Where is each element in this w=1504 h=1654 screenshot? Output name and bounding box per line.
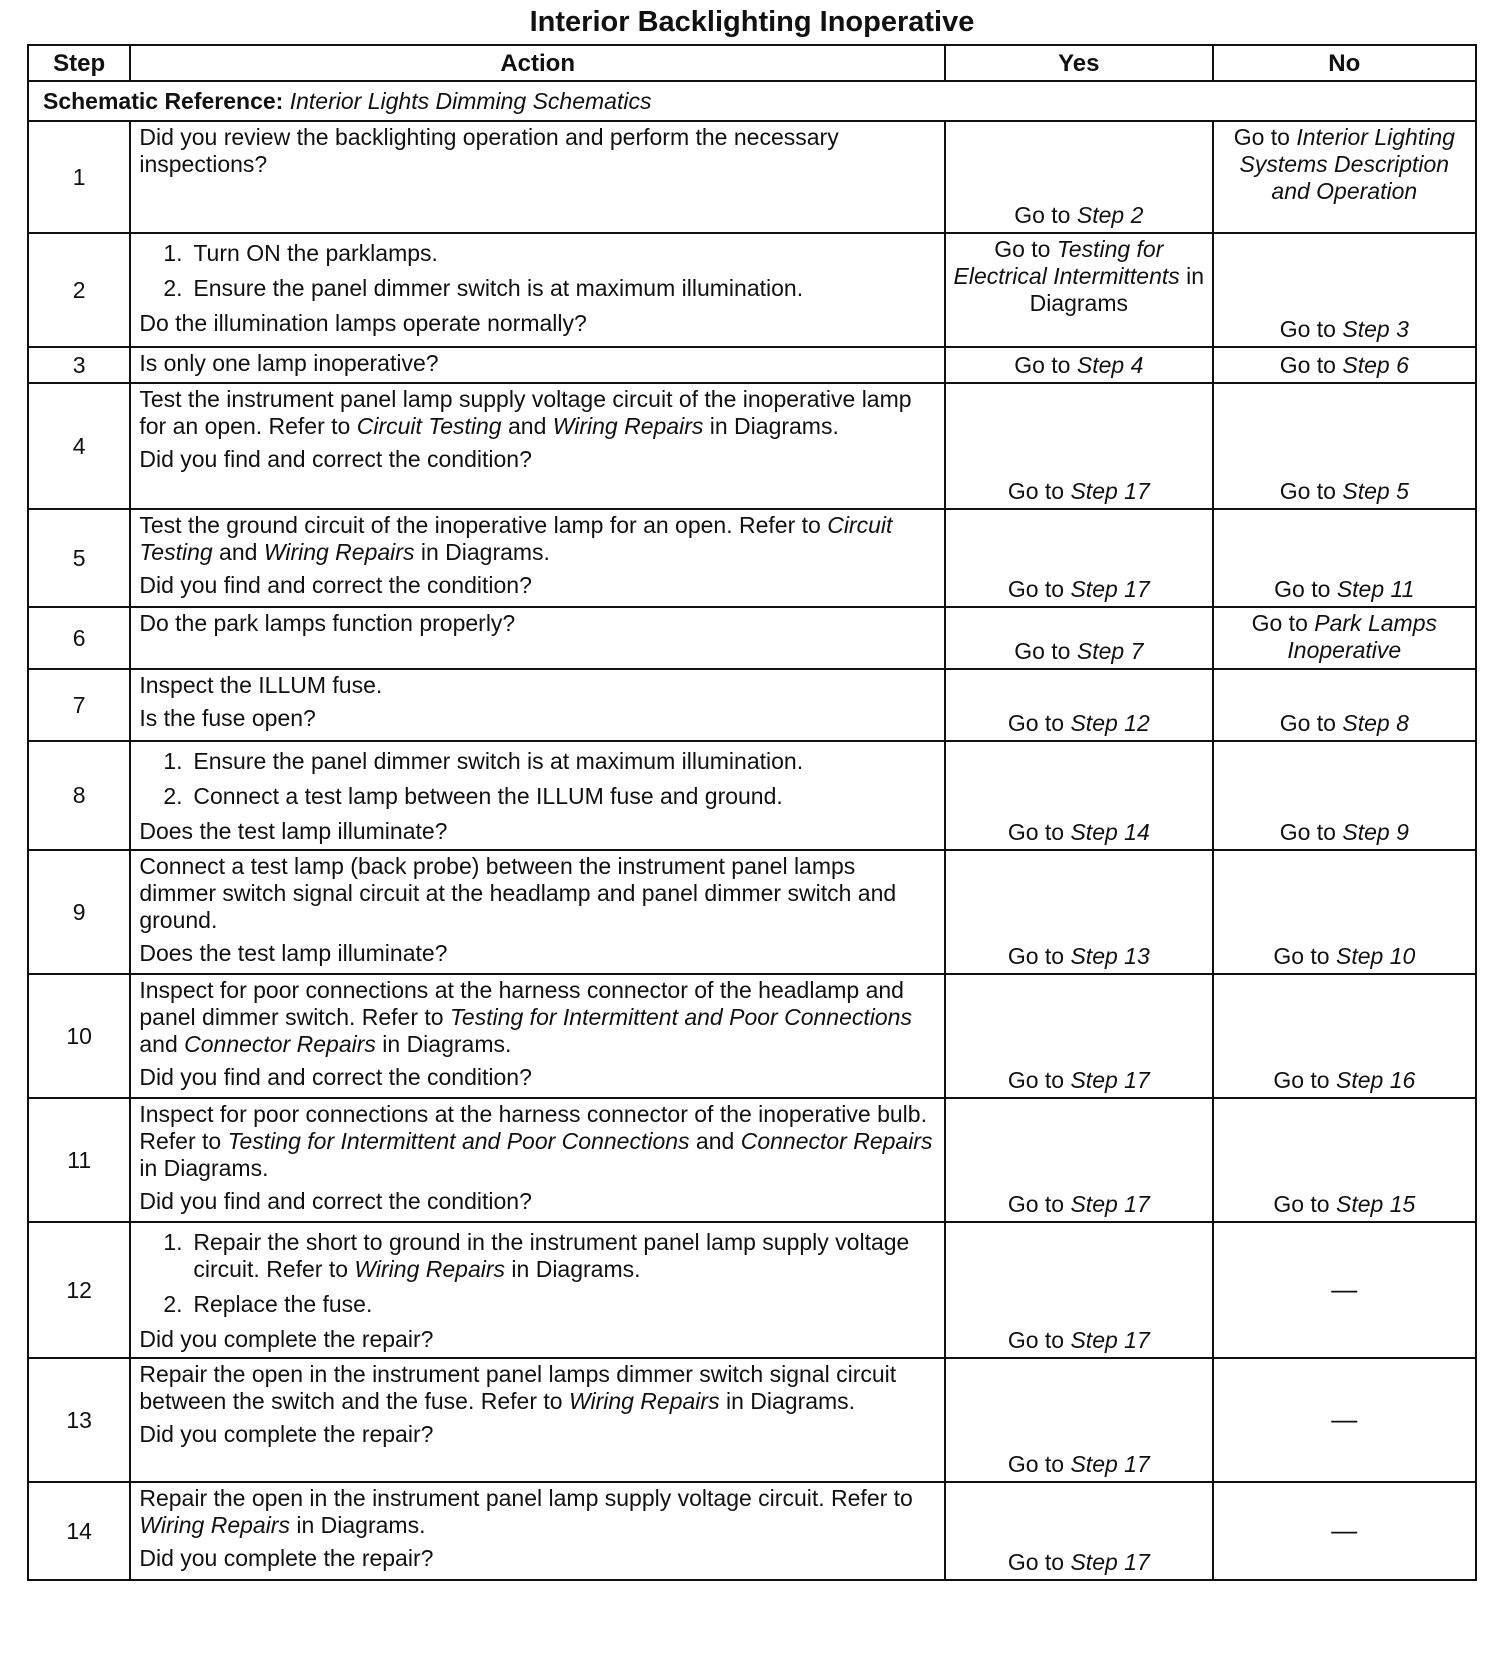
- no-cell: [1213, 1222, 1476, 1358]
- header-no: No: [1213, 45, 1476, 81]
- action-cell: [130, 509, 945, 607]
- action-text: Connect a test lamp (back probe) between the instrument panel lamps dimmer switch signal circuit at the headlamp and panel dimmer switch and ground.: [139, 853, 897, 933]
- schematic-link: Interior Lights Dimming Schematics: [289, 87, 652, 114]
- no-prefix: Go to: [1273, 1067, 1336, 1093]
- yes-cell: [945, 233, 1213, 347]
- text-run: and: [689, 1128, 741, 1154]
- yes-cell: [945, 1482, 1213, 1580]
- text-run: Repair the open in the instrument panel lamps dimmer switch signal circuit between the switch and the fuse. Refer to: [139, 1361, 897, 1414]
- no-link: Step 8: [1342, 710, 1409, 736]
- table-row: [28, 383, 1476, 509]
- yes-cell: [945, 121, 1213, 233]
- action-text: [139, 386, 938, 440]
- reference-link: Wiring Repairs: [354, 1256, 506, 1282]
- no-cell: [1213, 850, 1476, 974]
- item-number: 1.: [163, 1229, 183, 1255]
- no-link: Step 15: [1335, 1191, 1416, 1217]
- action-list-item: [139, 275, 938, 302]
- yes-cell: [945, 741, 1213, 850]
- table-row: [28, 974, 1476, 1098]
- yes-prefix: Go to: [1007, 819, 1071, 845]
- yes-link: Step 17: [1070, 478, 1150, 504]
- step-number: 6: [28, 607, 130, 669]
- reference-link: Testing for Intermittent and Poor Connections: [449, 1004, 912, 1030]
- yes-prefix: Go to: [1007, 1327, 1071, 1353]
- no-cell: [1213, 974, 1476, 1098]
- reference-link: Wiring Repairs: [552, 413, 704, 439]
- action-cell: [130, 974, 945, 1098]
- action-list: [139, 1229, 938, 1318]
- reference-link: Wiring Repairs: [263, 539, 415, 565]
- schematic-reference: [28, 81, 1476, 121]
- yes-cell: [945, 347, 1213, 383]
- table-row: [28, 741, 1476, 850]
- yes-cell: [945, 1098, 1213, 1222]
- yes-prefix: Go to: [1007, 1451, 1071, 1477]
- action-question: Did you find and correct the condition?: [139, 1188, 532, 1214]
- action-cell: [130, 1482, 945, 1580]
- yes-link: Step 4: [1076, 352, 1144, 378]
- table-row: [28, 121, 1476, 233]
- table-row: [28, 850, 1476, 974]
- text-run: Inspect for poor connections at the harness connector of the headlamp and panel dimmer switch. Refer to: [139, 977, 904, 1030]
- text-run: in Diagrams.: [703, 413, 839, 439]
- item-number: 2.: [163, 1291, 183, 1317]
- no-prefix: Go to: [1273, 943, 1336, 969]
- yes-link: Step 17: [1070, 1067, 1150, 1093]
- no-cell: [1213, 383, 1476, 509]
- no-cell: [1213, 233, 1476, 347]
- table-row: [28, 669, 1476, 741]
- action-text: Inspect the ILLUM fuse.: [139, 672, 383, 698]
- yes-prefix: Go to: [1014, 638, 1077, 664]
- text-run: and: [139, 1031, 185, 1057]
- dash: —: [1331, 1514, 1358, 1545]
- action-text: Did you review the backlighting operation and perform the necessary inspections?: [139, 124, 839, 177]
- no-cell: [1213, 347, 1476, 383]
- page-title: Interior Backlighting Inoperative: [529, 6, 975, 38]
- action-cell: [130, 121, 945, 233]
- action-text: Do the park lamps function properly?: [139, 610, 516, 636]
- action-list-item: [139, 240, 938, 267]
- text-run: Test the instrument panel lamp supply voltage circuit of the inoperative lamp for an open. Refer to: [139, 386, 912, 439]
- action-question: Did you complete the repair?: [139, 1421, 434, 1447]
- no-prefix: Go to: [1279, 352, 1343, 378]
- action-question: Do the illumination lamps operate normally?: [139, 310, 587, 336]
- no-prefix: Go to: [1251, 610, 1315, 636]
- table-row: [28, 607, 1476, 669]
- action-cell: [130, 669, 945, 741]
- action-question: Does the test lamp illuminate?: [139, 940, 448, 966]
- yes-prefix: Go to: [1007, 710, 1071, 736]
- no-link: Park Lamps Inoperative: [1287, 610, 1437, 663]
- yes-prefix: Go to: [1014, 202, 1077, 228]
- yes-cell: [945, 1222, 1213, 1358]
- yes-prefix: Go to: [1007, 943, 1071, 969]
- item-number: 1.: [163, 240, 183, 266]
- no-link: Step 5: [1342, 478, 1409, 504]
- no-cell: [1213, 1098, 1476, 1222]
- text-run: in Diagrams.: [139, 1155, 269, 1181]
- text-run: Inspect for poor connections at the harness connector of the inoperative bulb. Refer to: [139, 1101, 927, 1154]
- yes-link: Step 13: [1070, 943, 1150, 969]
- action-cell: [130, 1358, 945, 1482]
- no-link: Step 10: [1335, 943, 1416, 969]
- item-text: Turn ON the parklamps.: [193, 240, 438, 266]
- action-question: Did you complete the repair?: [139, 1545, 434, 1571]
- text-run: and: [212, 539, 264, 565]
- yes-prefix: Go to: [1007, 1191, 1071, 1217]
- action-cell: [130, 741, 945, 850]
- yes-link: Step 17: [1070, 1549, 1150, 1575]
- step-number: 11: [28, 1098, 130, 1222]
- dash: —: [1331, 1403, 1358, 1434]
- dash: —: [1331, 1273, 1358, 1304]
- no-prefix: Go to: [1279, 819, 1343, 845]
- action-text: Is only one lamp inoperative?: [139, 350, 439, 376]
- action-list-item: [139, 748, 938, 775]
- action-text: [139, 977, 938, 1058]
- action-cell: [130, 1098, 945, 1222]
- yes-link: Step 17: [1070, 1451, 1150, 1477]
- header-yes: Yes: [945, 45, 1213, 81]
- action-text: [139, 1485, 938, 1539]
- step-number: 7: [28, 669, 130, 741]
- step-number: 5: [28, 509, 130, 607]
- yes-cell: [945, 383, 1213, 509]
- text-run: and: [501, 413, 553, 439]
- yes-cell: [945, 509, 1213, 607]
- item-text: Repair the short to ground in the instrument panel lamp supply voltage circuit. Refer to: [193, 1229, 910, 1282]
- action-cell: [130, 347, 945, 383]
- reference-link: Circuit Testing: [356, 413, 502, 439]
- step-number: 12: [28, 1222, 130, 1358]
- action-cell: [130, 607, 945, 669]
- no-link: Interior Lighting Systems Description and Operation: [1239, 124, 1455, 204]
- no-cell: [1213, 669, 1476, 741]
- action-question: Is the fuse open?: [139, 705, 316, 731]
- action-cell: [130, 383, 945, 509]
- reference-link: Testing for Intermittent and Poor Connections: [227, 1128, 690, 1154]
- schematic-row: [28, 81, 1476, 121]
- action-text: [139, 1101, 938, 1182]
- reference-link: Connector Repairs: [184, 1031, 376, 1057]
- text-run: Repair the open in the instrument panel lamp supply voltage circuit. Refer to: [139, 1485, 913, 1511]
- action-cell: [130, 233, 945, 347]
- yes-prefix: Go to: [1007, 1067, 1071, 1093]
- yes-prefix: Go to: [1007, 478, 1071, 504]
- action-question: Did you find and correct the condition?: [139, 1064, 532, 1090]
- item-text: Ensure the panel dimmer switch is at maximum illumination.: [193, 748, 804, 774]
- action-question: Did you find and correct the condition?: [139, 446, 532, 472]
- yes-link: Step 17: [1070, 1191, 1150, 1217]
- action-list-item: [139, 1229, 938, 1283]
- text-run: in Diagrams.: [375, 1031, 512, 1057]
- table-row: [28, 1222, 1476, 1358]
- item-number: 1.: [163, 748, 183, 774]
- yes-link: Step 2: [1076, 202, 1144, 228]
- no-link: Step 11: [1336, 576, 1415, 602]
- step-number: 13: [28, 1358, 130, 1482]
- no-prefix: Go to: [1279, 316, 1343, 342]
- text-run: in Diagrams.: [719, 1388, 856, 1414]
- step-number: 10: [28, 974, 130, 1098]
- yes-prefix: Go to: [994, 236, 1057, 262]
- action-cell: [130, 1222, 945, 1358]
- no-cell: [1213, 607, 1476, 669]
- action-cell: [130, 850, 945, 974]
- no-link: Step 3: [1342, 316, 1409, 342]
- table-row: [28, 233, 1476, 347]
- yes-cell: [945, 607, 1213, 669]
- action-list: [139, 240, 938, 302]
- yes-prefix: Go to: [1007, 1549, 1071, 1575]
- diagnostic-table: [27, 44, 1477, 1581]
- item-text: in Diagrams.: [505, 1256, 641, 1282]
- text-run: in Diagrams.: [289, 1512, 426, 1538]
- table-row: [28, 509, 1476, 607]
- action-list-item: [139, 1291, 938, 1318]
- item-text: Ensure the panel dimmer switch is at maximum illumination.: [193, 275, 804, 301]
- table-row: [28, 1358, 1476, 1482]
- step-number: 9: [28, 850, 130, 974]
- item-number: 2.: [163, 783, 183, 809]
- no-link: Step 16: [1335, 1067, 1416, 1093]
- text-run: Test the ground circuit of the inoperative lamp for an open. Refer to: [139, 512, 828, 538]
- yes-cell: [945, 850, 1213, 974]
- yes-cell: [945, 669, 1213, 741]
- reference-link: Connector Repairs: [740, 1128, 933, 1154]
- action-list-item: [139, 783, 938, 810]
- yes-prefix: Go to: [1007, 576, 1071, 602]
- action-question: Did you find and correct the condition?: [139, 572, 532, 598]
- step-number: 3: [28, 347, 130, 383]
- reference-link: Circuit Testing: [139, 512, 893, 565]
- no-prefix: Go to: [1233, 124, 1297, 150]
- action-list: [139, 748, 938, 810]
- yes-link: Step 17: [1070, 1327, 1150, 1353]
- step-number: 8: [28, 741, 130, 850]
- step-number: 1: [28, 121, 130, 233]
- table-row: [28, 1098, 1476, 1222]
- yes-link: Step 12: [1070, 710, 1150, 736]
- table-row: [28, 1482, 1476, 1580]
- schematic-label: Schematic Reference:: [43, 87, 284, 114]
- yes-prefix: Go to: [1014, 352, 1077, 378]
- item-text: Replace the fuse.: [193, 1291, 373, 1317]
- action-question: Did you complete the repair?: [139, 1326, 434, 1352]
- no-prefix: Go to: [1279, 478, 1343, 504]
- header-step: Step: [28, 45, 130, 81]
- action-text: [139, 512, 938, 566]
- no-link: Step 6: [1342, 352, 1409, 378]
- no-prefix: Go to: [1274, 576, 1337, 602]
- no-prefix: Go to: [1273, 1191, 1336, 1217]
- yes-link: Testing for Electrical Intermittents: [953, 236, 1180, 289]
- step-number: 4: [28, 383, 130, 509]
- item-text: Connect a test lamp between the ILLUM fuse and ground.: [193, 783, 783, 809]
- item-number: 2.: [163, 275, 183, 301]
- no-cell: [1213, 1482, 1476, 1580]
- action-text: [139, 1361, 938, 1415]
- step-number: 2: [28, 233, 130, 347]
- yes-cell: [945, 974, 1213, 1098]
- yes-cell: [945, 1358, 1213, 1482]
- yes-link: Step 17: [1070, 576, 1150, 602]
- table-row: [28, 347, 1476, 383]
- header-row: [28, 45, 1476, 81]
- action-question: Does the test lamp illuminate?: [139, 818, 448, 844]
- no-link: Step 9: [1342, 819, 1409, 845]
- no-cell: [1213, 1358, 1476, 1482]
- header-action: Action: [130, 45, 945, 81]
- no-cell: [1213, 741, 1476, 850]
- step-number: 14: [28, 1482, 130, 1580]
- no-cell: [1213, 509, 1476, 607]
- no-prefix: Go to: [1279, 710, 1343, 736]
- yes-link: Step 7: [1076, 638, 1144, 664]
- text-run: in Diagrams.: [414, 539, 550, 565]
- yes-suffix: in Diagrams: [1029, 263, 1205, 316]
- reference-link: Wiring Repairs: [139, 1512, 290, 1538]
- no-cell: [1213, 121, 1476, 233]
- reference-link: Wiring Repairs: [568, 1388, 720, 1414]
- yes-link: Step 14: [1070, 819, 1150, 845]
